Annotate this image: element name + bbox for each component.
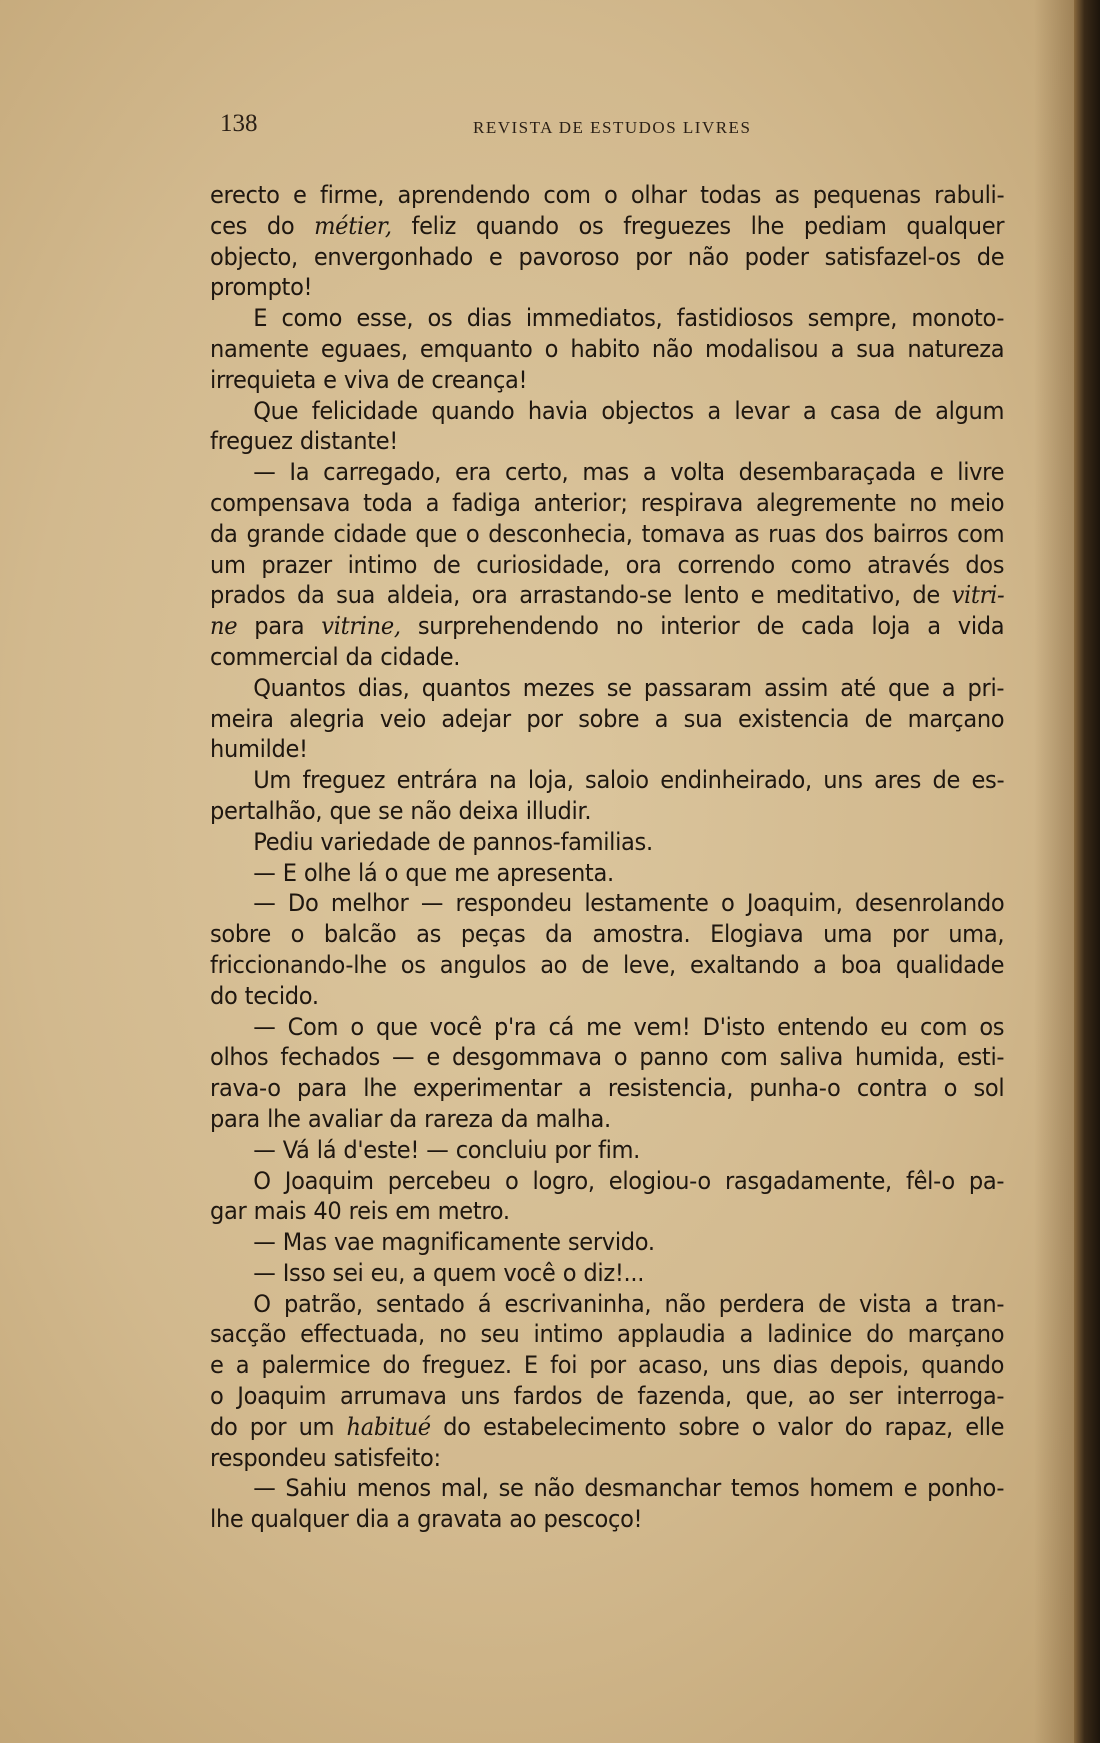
text-line: freguez distante!: [210, 427, 398, 456]
text-line: — Isso sei eu, a quem você o diz!...: [253, 1258, 645, 1287]
text-line: objecto, envergonhado e pavoroso por não poder satisfazel-os de: [210, 242, 1005, 271]
text-line: gar mais 40 reis em metro.: [210, 1197, 510, 1226]
text-line: — Do melhor — respondeu lestamente o Joaquim, desenrolando: [253, 889, 1005, 918]
text-line: — Com o que você p'ra cá me vem! D'isto entendo eu com os: [253, 1012, 1005, 1041]
text-line: E como esse, os dias immediatos, fastidiosos sempre, monoto-: [253, 304, 1005, 333]
text-line: da grande cidade que o desconhecia, tomava as ruas dos bairros com: [210, 519, 1005, 548]
page-gutter-shadow: [1034, 0, 1074, 1743]
text-line: olhos fechados — e desgommava o panno com saliva humida, esti-: [210, 1043, 1005, 1072]
text-line: friccionando-lhe os angulos ao de leve, exaltando a boa qualidade: [210, 950, 1005, 979]
text-line: prados da sua aldeia, ora arrastando-se lento e meditativo, de vitri-: [210, 581, 1005, 610]
text-line: irrequieta e viva de creança!: [210, 365, 528, 394]
text-line: namente eguaes, emquanto o habito não modalisou a sua natureza: [210, 334, 1005, 363]
page-header: [210, 110, 1040, 150]
text-line: — Ia carregado, era certo, mas a volta desembaraçada e livre: [253, 458, 1005, 487]
text-line: respondeu satisfeito:: [210, 1443, 441, 1472]
text-line: — Mas vae magnificamente servido.: [253, 1228, 655, 1257]
text-line: sobre o balcão as peças da amostra. Elogiava uma por uma,: [210, 920, 1005, 949]
text-line: Que felicidade quando havia objectos a levar a casa de algum: [253, 396, 1005, 425]
text-line: do por um habitué do estabelecimento sobre o valor do rapaz, elle: [210, 1412, 1005, 1441]
text-line: para lhe avaliar da rareza da malha.: [210, 1104, 611, 1133]
text-line: do tecido.: [210, 981, 319, 1010]
text-line: compensava toda a fadiga anterior; respirava alegremente no meio: [210, 488, 1005, 517]
text-line: prompto!: [210, 273, 313, 302]
text-line: humilde!: [210, 735, 308, 764]
text-line: Quantos dias, quantos mezes se passaram assim até que a pri-: [253, 673, 1005, 702]
running-head: REVISTA DE ESTUDOS LIVRES: [473, 118, 752, 137]
book-spine: [1074, 0, 1100, 1743]
text-line: meira alegria veio adejar por sobre a sua existencia de marçano: [210, 704, 1005, 733]
text-line: Pediu variedade de pannos-familias.: [253, 827, 653, 856]
text-line: erecto e firme, aprendendo com o olhar todas as pequenas rabuli-: [210, 181, 1005, 209]
text-line: pertalhão, que se não deixa illudir.: [210, 796, 592, 825]
text-line: Um freguez entrára na loja, saloio endinheirado, uns ares de es-: [253, 766, 1005, 795]
text-line: ne para vitrine, surprehendendo no interior de cada loja a vida: [210, 612, 1005, 641]
text-line: commercial da cidade.: [210, 642, 461, 671]
page-number: 138: [220, 110, 258, 137]
text-line: — Vá lá d'este! — concluiu por fim.: [253, 1135, 641, 1164]
text-line: ces do métier, feliz quando os freguezes lhe pediam qualquer: [210, 211, 1005, 240]
text-line: um prazer intimo de curiosidade, ora correndo como através dos: [210, 550, 1005, 579]
text-line: O patrão, sentado á escrivaninha, não perdera de vista a tran-: [253, 1289, 1005, 1318]
text-line: rava-o para lhe experimentar a resistencia, punha-o contra o sol: [210, 1074, 1005, 1103]
text-line: o Joaquim arrumava uns fardos de fazenda, que, ao ser interroga-: [210, 1382, 1005, 1411]
text-line: lhe qualquer dia a gravata ao pescoço!: [210, 1505, 643, 1534]
text-line: — E olhe lá o que me apresenta.: [253, 858, 614, 887]
text-line: sacção effectuada, no seu intimo applaudia a ladinice do marçano: [210, 1320, 1005, 1349]
text-line: — Sahiu menos mal, se não desmanchar temos homem e ponho-: [253, 1474, 1005, 1503]
text-line: e a palermice do freguez. E foi por acaso, uns dias depois, quando: [210, 1351, 1005, 1380]
text-line: O Joaquim percebeu o logro, elogiou-o rasgadamente, fêl-o pa-: [253, 1166, 1005, 1195]
body-text: [210, 180, 1004, 1535]
